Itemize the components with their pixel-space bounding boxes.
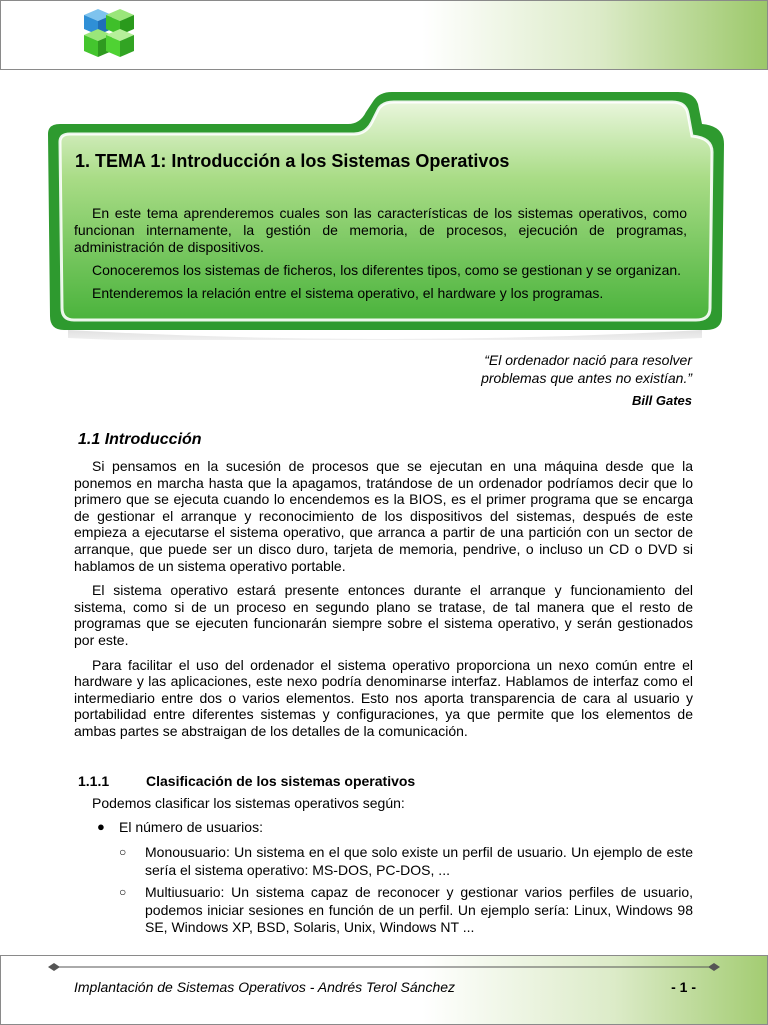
body-paragraph: Si pensamos en la sucesión de procesos que se ejecutan en una máquina desde que la ponemos en marcha hasta que la apagamos, tratándose de un ordenador podríamos decir que lo primero que se ejecuta cuando lo encendemos es la BIOS, es el primer programa que se encarga de gestionar el arranque y reconocimiento de los dispositivos del sistemas, después de este empieza a ejecutarse el sistema operativo, que arranca a partir de una partición con un sector de arranque, que puede ser un disco duro, tarjeta de memoria, pendrive, o incluso un CD o DVD si hablamos de un sistema operativo portable. (74, 458, 693, 574)
list-item-text: Multiusuario: Un sistema capaz de reconocer y gestionar varios perfiles de usuario, podemos iniciar sesiones en función de un perfil. Un ejemplo sería: Linux, Windows 98 SE, Windows XP, BSD, Solaris, Unix, Windows NT ... (145, 884, 693, 935)
bullet-icon: ● (97, 819, 105, 834)
quote-author: Bill Gates (632, 393, 692, 408)
intro-paragraph: En este tema aprenderemos cuales son las características de los sistemas operativos, como funcionan internamente, la gestión de memoria, de procesos, ejecución de programas, administración de dispositivos. (74, 205, 687, 255)
subsection-intro: Podemos clasificar los sistemas operativos según: (92, 795, 405, 811)
list-item-text: El número de usuarios: (119, 819, 263, 835)
list-item (97, 819, 263, 836)
subsection-title: Clasificación de los sistemas operativos (146, 773, 416, 789)
quote-line: “El ordenador nació para resolver (484, 352, 692, 368)
footer-text: Implantación de Sistemas Operativos - Andrés Terol Sánchez (74, 979, 456, 995)
folder-intro (74, 205, 687, 308)
list-item (119, 844, 693, 879)
green-blue-cubes-icon (76, 5, 136, 63)
intro-paragraph: Conoceremos los sistemas de ficheros, los diferentes tipos, como se gestionan y se organizan. (92, 262, 682, 278)
subsection-number: 1.1.1 (78, 773, 110, 789)
section-heading: 1.1 Introducción (78, 431, 202, 448)
body-paragraph: Para facilitar el uso del ordenador el sistema operativo proporciona un nexo común entre el hardware y las aplicaciones, este nexo podría denominarse interfaz. Hablamos de interfaz como el intermediario entre dos o varios elementos. Esto nos aporta transparencia de cara al usuario y portabilidad entre diferentes sistemas y configuraciones, ya que permite que los elementos de ambas partes se abstraigan de los detalles de la comunicación. (74, 656, 693, 739)
page-title: 1. TEMA 1: Introducción a los Sistemas Operativos (75, 151, 510, 171)
circle-bullet-icon: ○ (119, 885, 127, 899)
footer-divider (48, 963, 720, 971)
quote-line: problemas que antes no existían.” (481, 370, 692, 386)
section-body (74, 458, 693, 748)
page-number: - 1 - (671, 979, 696, 995)
intro-paragraph: Entenderemos la relación entre el sistema operativo, el hardware y los programas. (92, 285, 604, 301)
body-paragraph: El sistema operativo estará presente entonces durante el arranque y funcionamiento del sistema, como si de un proceso en segundo plano se tratase, de tal manera que el resto de programas que se ejecuten funcionarán siempre sobre el sistema operativo, y serán gestionados por este. (74, 582, 693, 648)
subsection-heading (78, 773, 415, 789)
list-item-text: Monousuario: Un sistema en el que solo existe un perfil de usuario. Un ejemplo de este sería el sistema operativo: MS-DOS, PC-DOS, ... (145, 844, 693, 878)
quote (392, 351, 692, 387)
list-item (119, 884, 693, 937)
circle-bullet-icon: ○ (119, 845, 127, 859)
